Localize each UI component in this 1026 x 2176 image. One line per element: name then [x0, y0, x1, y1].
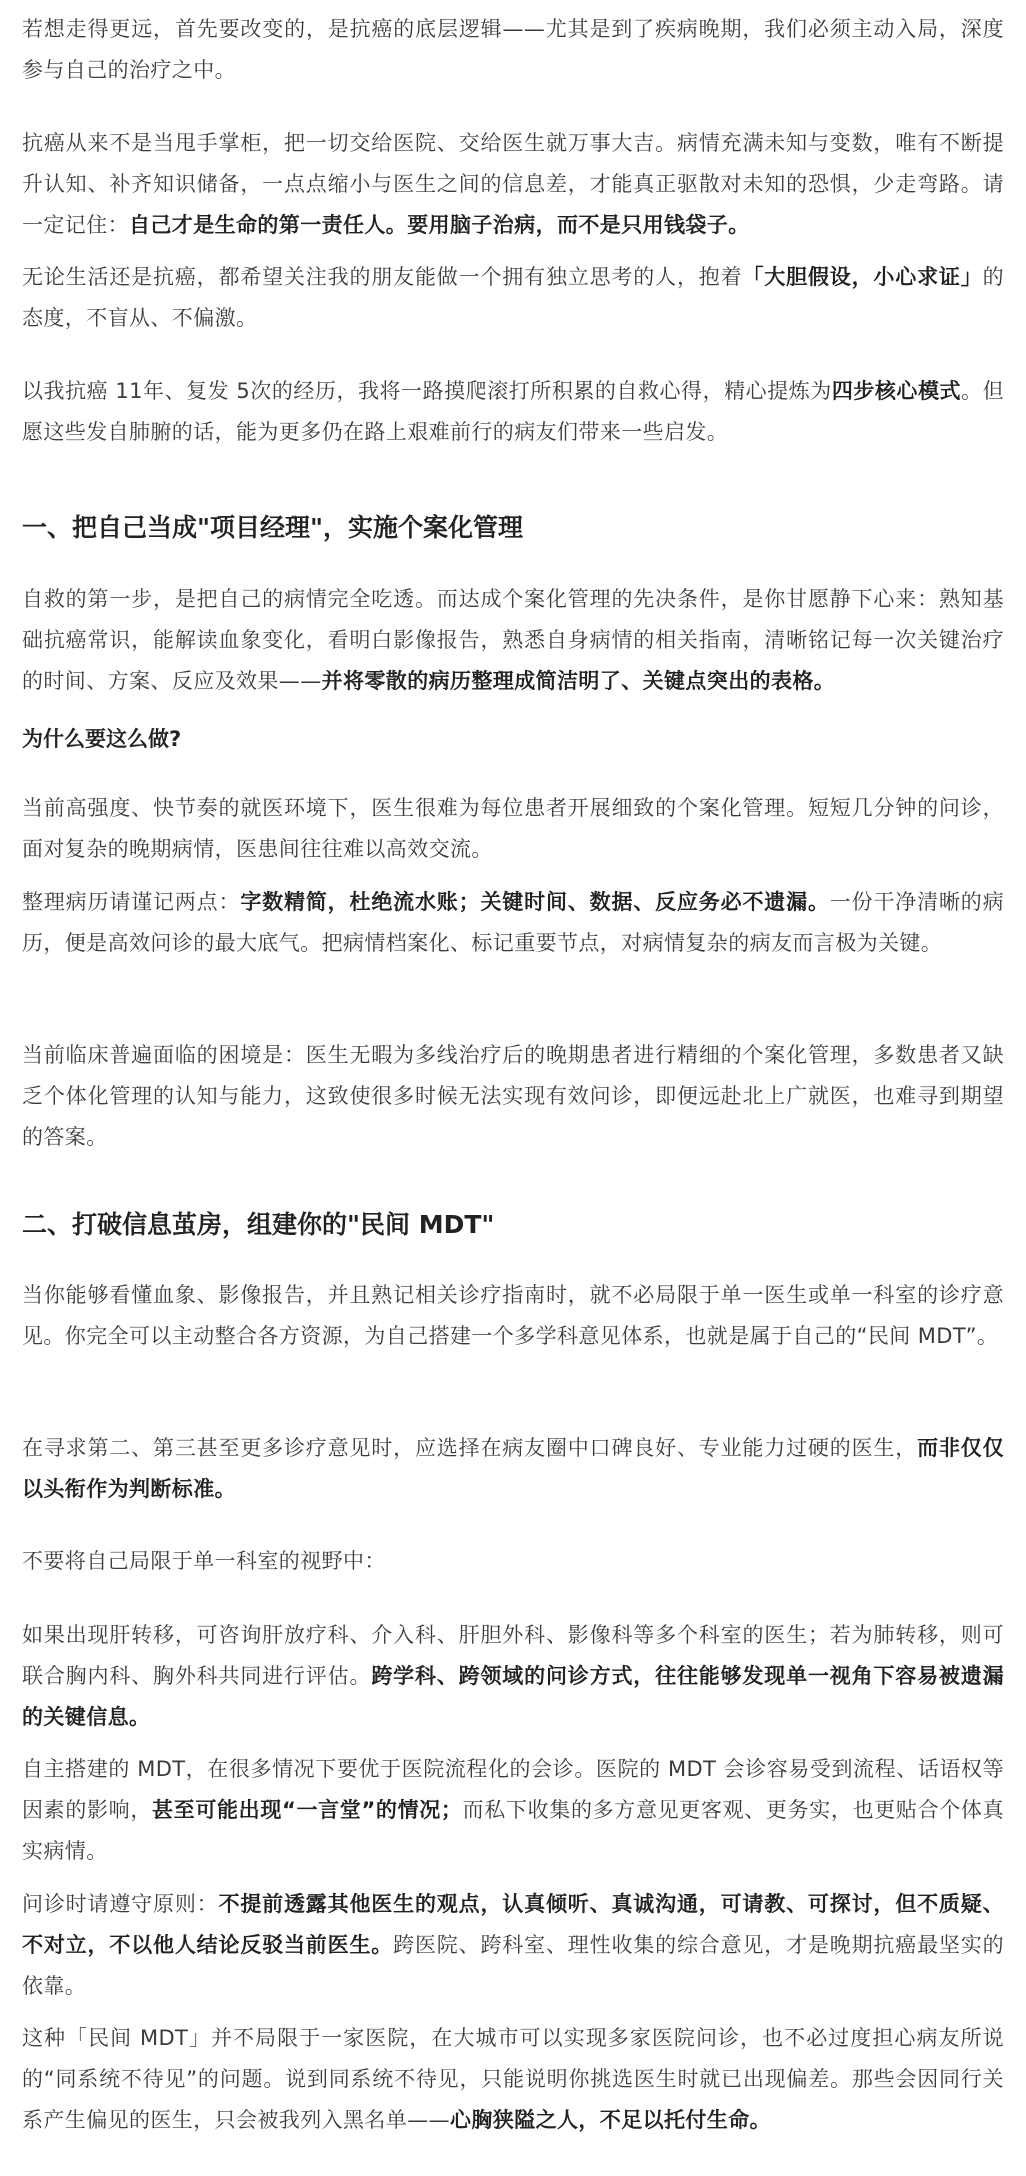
section-1-paragraph-1 — [22, 579, 1004, 702]
bold-text-run: 而非仅仅以头衔作为判断标准。 — [22, 1436, 1004, 1501]
bold-text-run: 四步核心模式 — [831, 379, 962, 403]
text-run: 抗癌从来不是当甩手掌柜，把一切交给医院、交给医生就万事大吉。病情充满未知与变数，唯有不断提升认知、补齐知识储备，一点点缩小与医生之间的信息差，才能真正驱散对未知的恐惧，少走弯路。请一定记住： — [22, 131, 1004, 237]
text-run: 问诊时请遵守原则： — [22, 1892, 219, 1916]
intro-paragraph-4 — [22, 371, 1004, 453]
section-2-paragraph-4 — [22, 1615, 1004, 1738]
text-run: 自救的第一步，是把自己的病情完全吃透。而达成个案化管理的先决条件，是你甘愿静下心来：熟知基础抗癌常识，能解读血象变化，看明白影像报告，熟悉自身病情的相关指南，清晰铭记每一次关键治疗的时间、方案、反应及效果—— — [22, 587, 1004, 693]
intro-paragraph-2 — [22, 123, 1004, 246]
text-run: 当前高强度、快节奏的就医环境下，医生很难为每位患者开展细致的个案化管理。短短几分钟的问诊，面对复杂的晚期病情，医患间往往难以高效交流。 — [22, 796, 1004, 861]
text-run: 自主搭建的 MDT，在很多情况下要优于医院流程化的会诊。医院的 MDT 会诊容易受到流程、话语权等因素的影响， — [22, 1757, 1004, 1822]
text-run: 在寻求第二、第三甚至更多诊疗意见时，应选择在病友圈中口碑良好、专业能力过硬的医生， — [22, 1436, 918, 1460]
intro-paragraph-3 — [22, 257, 1004, 339]
section-2-paragraph-7 — [22, 2018, 1004, 2141]
bold-text-run: 跨学科、跨领域的问诊方式，往往能够发现单一视角下容易被遗漏的关键信息。 — [22, 1664, 1004, 1729]
text-run: 一份干净清晰的病历，便是高效问诊的最大底气。把病情档案化、标记重要节点，对病情复杂的病友而言极为关键。 — [22, 890, 1005, 955]
section-2-paragraph-3 — [22, 1541, 1004, 1582]
section-2-paragraph-6 — [22, 1884, 1004, 2007]
section-2-paragraph-2 — [22, 1428, 1004, 1510]
text-run: 而私下收集的多方意见更客观、更务实，也更贴合个体真实病情。 — [22, 1798, 1004, 1863]
intro-paragraph-1 — [22, 9, 1004, 91]
text-run: 。但愿这些发自肺腑的话，能为更多仍在路上艰难前行的病友们带来一些启发。 — [22, 379, 1004, 444]
text-run: 如果出现肝转移，可咨询肝放疗科、介入科、肝胆外科、影像科等多个科室的医生；若为肺转移，则可联合胸内科、胸外科共同进行评估。 — [22, 1623, 1004, 1688]
text-run: 当你能够看懂血象、影像报告，并且熟记相关诊疗指南时，就不必局限于单一医生或单一科室的诊疗意见。你完全可以主动整合各方资源，为自己搭建一个多学科意见体系，也就是属于自己的“民间 MDT”。 — [22, 1283, 1004, 1348]
bold-text-run: 自己才是生命的第一责任人。要用脑子治病，而不是只用钱袋子。 — [129, 213, 750, 237]
bold-text-run: 不提前透露其他医生的观点，认真倾听、真诚沟通，可请教、可探讨，但不质疑、不对立，不以他人结论反驳当前医生。 — [22, 1892, 1004, 1957]
text-run: 的态度，不盲从、不偏激。 — [22, 265, 1004, 330]
section-2-heading: 二、打破信息茧房，组建你的"民间 MDT" — [22, 1210, 495, 1239]
bold-text-run: 甚至可能出现“一言堂”的情况； — [152, 1798, 463, 1822]
section-1-paragraph-2 — [22, 788, 1004, 870]
text-run: 不要将自己局限于单一科室的视野中： — [22, 1549, 386, 1573]
bold-text-run: 字数精简，杜绝流水账；关键时间、数据、反应务必不遗漏。 — [240, 890, 830, 914]
text-run: 这种「民间 MDT」并不局限于一家医院，在大城市可以实现多家医院问诊，也不必过度担心病友所说的“同系统不待见”的问题。说到同系统不待见，只能说明你挑选医生时就已出现偏差。那些会因同行关系产生偏见的医生，只会被我列入黑名单—— — [22, 2026, 1004, 2132]
text-run: 整理病历请谨记两点： — [22, 890, 241, 914]
section-1-paragraph-3 — [22, 882, 1004, 964]
bold-text-run: 心胸狭隘之人，不足以托付生命。 — [450, 2108, 771, 2132]
bold-text-run: 并将零散的病历整理成简洁明了、关键点突出的表格。 — [321, 669, 836, 693]
text-run: 若想走得更远，首先要改变的，是抗癌的底层逻辑——尤其是到了疾病晚期，我们必须主动入局，深度参与自己的治疗之中。 — [22, 17, 1004, 82]
section-2-paragraph-1 — [22, 1275, 1004, 1357]
text-run: 无论生活还是抗癌，都希望关注我的朋友能做一个拥有独立思考的人，抱着 — [22, 265, 743, 289]
section-2-paragraph-5 — [22, 1749, 1004, 1872]
section-1-subheading: 为什么要这么做? — [22, 727, 182, 751]
section-1-paragraph-4 — [22, 1035, 1004, 1158]
section-1-heading: 一、把自己当成"项目经理"，实施个案化管理 — [22, 513, 524, 542]
text-run: 以我抗癌 11年、复发 5次的经历，我将一路摸爬滚打所积累的自救心得，精心提炼为 — [22, 379, 832, 403]
text-run: 跨医院、跨科室、理性收集的综合意见，才是晚期抗癌最坚实的依靠。 — [22, 1933, 1004, 1998]
bold-text-run: 「大胆假设，小心求证」 — [742, 265, 983, 289]
text-run: 当前临床普遍面临的困境是：医生无暇为多线治疗后的晚期患者进行精细的个案化管理，多数患者又缺乏个体化管理的认知与能力，这致使很多时候无法实现有效问诊，即便远赴北上广就医，也难寻到期望的答案。 — [22, 1043, 1004, 1149]
